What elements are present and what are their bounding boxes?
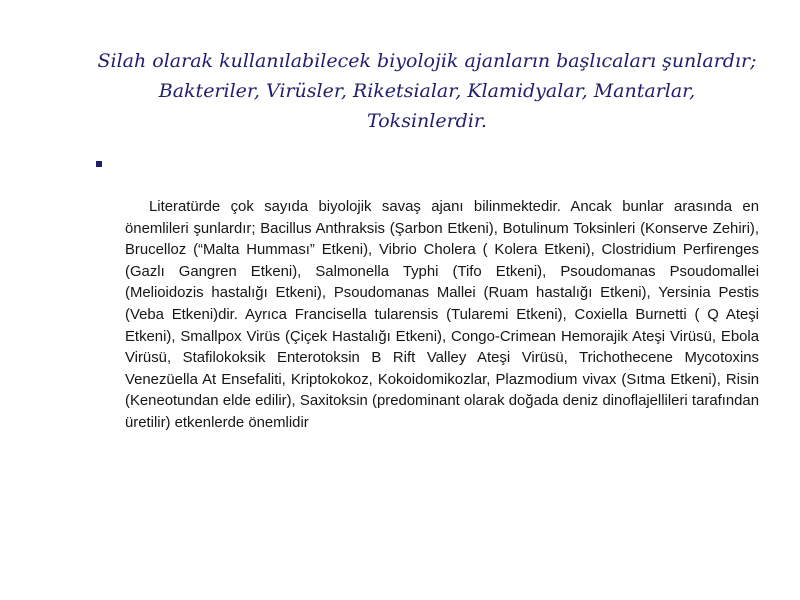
- bullet-marker: [96, 161, 102, 167]
- slide-title: Silah olarak kullanılabilecek biyolojik ajanların başlıcaları şunlardır; Bakteriler, Virüsler, Riketsialar, Klamidyalar, Mantarlar, Toksinlerdir.: [97, 50, 757, 132]
- slide-body-paragraph: Literatürde çok sayıda biyolojik savaş ajanı bilinmektedir. Ancak bunlar arasında en önemlileri şunlardır; Bacillus Anthraksis (Şarbon Etkeni), Botulinum Toksinleri (Konserve Zehiri), Brucelloz (“Malta Humması” Etkeni), Vibrio Cholera ( Kolera Etkeni), Clostridium Perfirenges (Gazlı Gangren Etkeni), Salmonella Typhi (Tifo Etkeni), Psoudomanas Psoudomallei (Melioidozis hastalığı Etkeni), Psoudomanas Mallei (Ruam hastalığı Etkeni), Yersinia Pestis (Veba Etkeni)dir. Ayrıca Francisella tularensis (Tularemi Etkeni), Coxiella Burnetti ( Q Ateşi Etkeni), Smallpox Virüs (Çiçek Hastalığı Etkeni), Congo-Crimean Hemorajik Ateşi Virüsü, Ebola Virüsü, Stafilokoksik Enterotoksin B Rift Valley Ateşi Virüsü, Trichothecene Mycotoxins Venezüella At Ensefaliti, Kriptokokoz, Kokoidomikozlar, Plazmodium vivax (Sıtma Etkeni), Risin (Keneotundan elde edilir), Saxitoksin (predominant olarak doğada deniz dinoflajellileri tarafından üretilir) etkenlerde önemlidir: [125, 199, 759, 431]
